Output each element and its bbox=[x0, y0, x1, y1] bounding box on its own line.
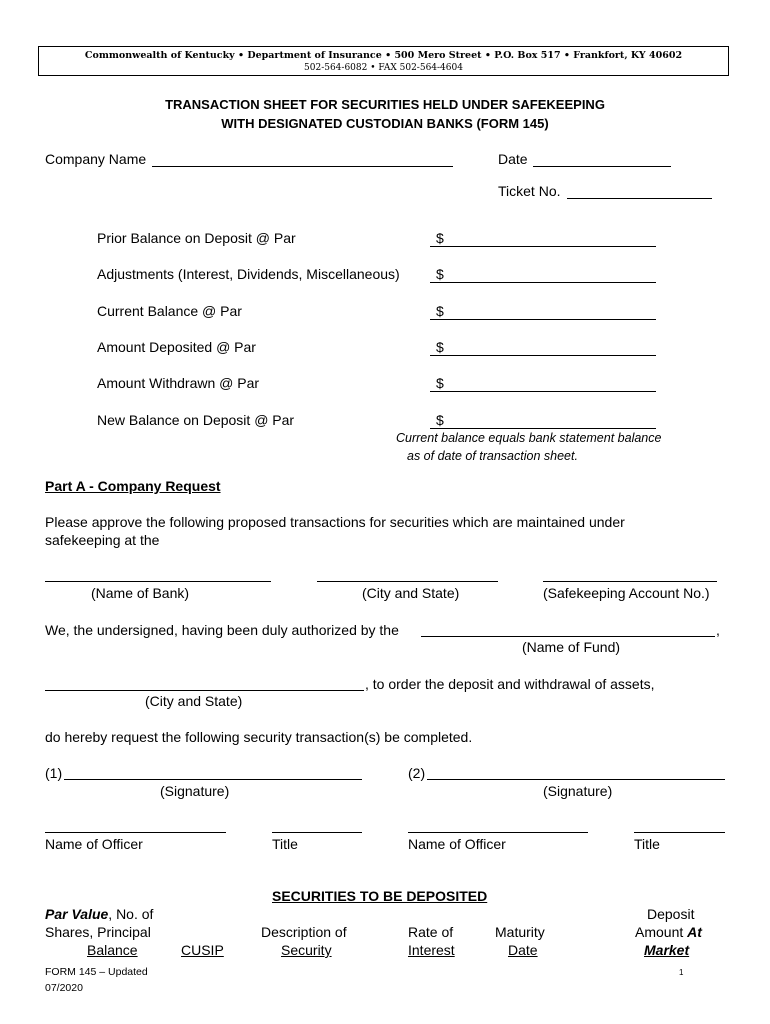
col-deposit-line2 bbox=[635, 924, 702, 940]
ticket-no-label: Ticket No. bbox=[498, 183, 561, 199]
page-number: 1 bbox=[679, 968, 684, 977]
part-a-intro-line1: Please approve the following proposed transactions for securities which are maintained under bbox=[45, 514, 625, 530]
balance-label: Amount Deposited @ Par bbox=[97, 339, 256, 355]
balance-label: Current Balance @ Par bbox=[97, 303, 242, 319]
fund-name-label: (Name of Fund) bbox=[522, 639, 621, 655]
date-label: Date bbox=[498, 151, 528, 167]
part-a-heading: Part A - Company Request bbox=[45, 478, 221, 494]
balance-label: Prior Balance on Deposit @ Par bbox=[97, 230, 296, 246]
title-1-field[interactable] bbox=[272, 832, 362, 833]
ticket-no-field[interactable] bbox=[567, 198, 712, 199]
signature-1-number: (1) bbox=[45, 765, 63, 781]
col-deposit-line3: Market bbox=[644, 942, 690, 958]
bank-name-field[interactable] bbox=[45, 581, 271, 582]
signature-2-field[interactable] bbox=[427, 779, 725, 780]
part-a-intro-line2: safekeeping at the bbox=[45, 532, 160, 548]
col-maturity-line1: Maturity bbox=[495, 924, 545, 940]
balance-field[interactable] bbox=[430, 282, 656, 283]
col-par-value-line1 bbox=[45, 906, 153, 922]
balance-field[interactable] bbox=[430, 355, 656, 356]
title-1-label: Title bbox=[272, 836, 298, 852]
col-maturity-line2: Date bbox=[508, 942, 538, 958]
order-text: , to order the deposit and withdrawal of assets, bbox=[365, 676, 655, 692]
agency-header bbox=[38, 46, 729, 76]
officer-1-label: Name of Officer bbox=[45, 836, 143, 852]
balance-label: New Balance on Deposit @ Par bbox=[97, 412, 295, 428]
balance-note-line2: as of date of transaction sheet. bbox=[407, 449, 578, 463]
fund-city-state-field[interactable] bbox=[45, 690, 364, 691]
dollar-sign: $ bbox=[436, 266, 444, 282]
col-deposit-line1: Deposit bbox=[647, 906, 695, 922]
authorized-comma: , bbox=[716, 622, 720, 638]
company-name-label: Company Name bbox=[45, 151, 147, 167]
col-description-line2: Security bbox=[281, 942, 332, 958]
authorized-text: We, the undersigned, having been duly authorized by the bbox=[45, 622, 399, 638]
balance-label: Amount Withdrawn @ Par bbox=[97, 375, 260, 391]
col-cusip: CUSIP bbox=[181, 942, 224, 958]
form-number: FORM 145 – Updated bbox=[45, 966, 148, 978]
balance-field[interactable] bbox=[430, 391, 656, 392]
balance-label: Adjustments (Interest, Dividends, Miscellaneous) bbox=[97, 266, 400, 282]
form-title-line2: WITH DESIGNATED CUSTODIAN BANKS (FORM 145) bbox=[221, 116, 549, 131]
dollar-sign: $ bbox=[436, 339, 444, 355]
col-par-value-line3: Balance bbox=[87, 942, 138, 958]
officer-2-field[interactable] bbox=[408, 832, 588, 833]
safekeeping-account-field[interactable] bbox=[543, 581, 717, 582]
securities-heading: SECURITIES TO BE DEPOSITED bbox=[272, 888, 488, 904]
balance-note-line1: Current balance equals bank statement balance bbox=[396, 431, 662, 445]
col-par-value-line2: Shares, Principal bbox=[45, 924, 151, 940]
signature-1-field[interactable] bbox=[64, 779, 362, 780]
signature-2-label: (Signature) bbox=[543, 783, 613, 799]
request-text: do hereby request the following security transaction(s) be completed. bbox=[45, 729, 473, 745]
date-field[interactable] bbox=[533, 166, 671, 167]
title-2-label: Title bbox=[634, 836, 660, 852]
balance-field[interactable] bbox=[430, 246, 656, 247]
dollar-sign: $ bbox=[436, 412, 444, 428]
agency-phone: 502-564-6082 • FAX 502-564-4604 bbox=[304, 63, 463, 73]
balance-field[interactable] bbox=[430, 319, 656, 320]
signature-2-number: (2) bbox=[408, 765, 426, 781]
title-2-field[interactable] bbox=[634, 832, 725, 833]
safekeeping-account-label: (Safekeeping Account No.) bbox=[543, 585, 710, 601]
col-rate-line1: Rate of bbox=[408, 924, 454, 940]
bank-city-state-field[interactable] bbox=[317, 581, 498, 582]
dollar-sign: $ bbox=[436, 303, 444, 319]
dollar-sign: $ bbox=[436, 375, 444, 391]
form-date: 07/2020 bbox=[45, 982, 83, 994]
bank-city-state-label: (City and State) bbox=[362, 585, 460, 601]
officer-1-field[interactable] bbox=[45, 832, 226, 833]
par-value-suffix: , No. of bbox=[108, 906, 154, 922]
company-name-field[interactable] bbox=[152, 166, 453, 167]
col-description-line1: Description of bbox=[261, 924, 347, 940]
deposit-at-text: At bbox=[687, 924, 702, 940]
fund-name-field[interactable] bbox=[421, 636, 715, 637]
agency-address: Commonwealth of Kentucky • Department of Insurance • 500 Mero Street • P.O. Box 517 • Frankfort, KY 40602 bbox=[84, 50, 683, 61]
fund-city-state-label: (City and State) bbox=[145, 693, 243, 709]
par-value-term: Par Value bbox=[45, 906, 109, 922]
form-title-line1: TRANSACTION SHEET FOR SECURITIES HELD UNDER SAFEKEEPING bbox=[165, 97, 605, 112]
signature-1-label: (Signature) bbox=[160, 783, 230, 799]
officer-2-label: Name of Officer bbox=[408, 836, 506, 852]
deposit-amount-text: Amount bbox=[635, 924, 688, 940]
col-rate-line2: Interest bbox=[408, 942, 455, 958]
dollar-sign: $ bbox=[436, 230, 444, 246]
bank-name-label: (Name of Bank) bbox=[91, 585, 190, 601]
balance-field[interactable] bbox=[430, 428, 656, 429]
